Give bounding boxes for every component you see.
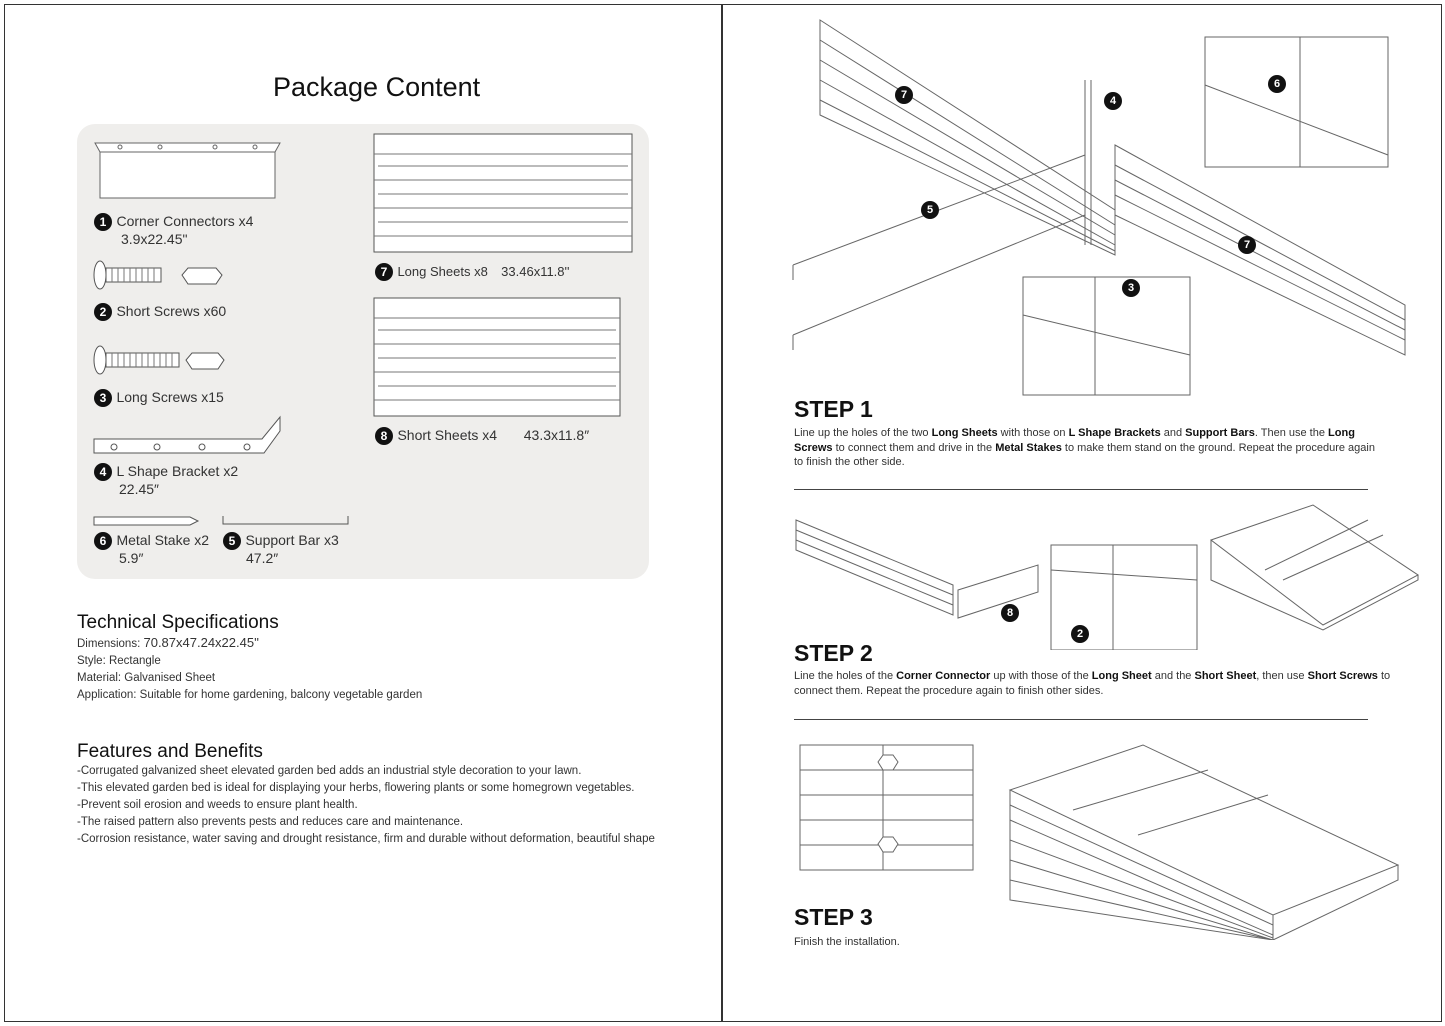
part-label: Long Screws x15 bbox=[116, 389, 224, 405]
step3-illustration bbox=[798, 740, 1403, 940]
step-2-title: STEP 2 bbox=[794, 640, 873, 666]
bold-term: Long Sheet bbox=[1091, 670, 1152, 682]
page-title: Package Content bbox=[273, 72, 481, 102]
callout-6: 6 bbox=[1268, 75, 1286, 93]
text-segment: up with those of the bbox=[990, 670, 1092, 682]
callout-7: 7 bbox=[895, 86, 913, 104]
technical-specifications bbox=[77, 612, 422, 704]
long-sheet-drawing bbox=[372, 132, 636, 256]
callout-3: 3 bbox=[1122, 279, 1140, 297]
badge: 8 bbox=[375, 427, 393, 445]
features-and-benefits bbox=[77, 741, 655, 848]
section-heading: Features and Benefits bbox=[77, 741, 263, 762]
bold-term: Short Sheet bbox=[1194, 670, 1257, 682]
step-3-text bbox=[794, 935, 1384, 950]
part-label: Metal Stake x2 bbox=[116, 532, 210, 548]
spec-line: Application: Suitable for home gardening, balcony vegetable garden bbox=[77, 689, 423, 701]
l-bracket-drawing bbox=[92, 413, 284, 458]
part-size: 5.9″ bbox=[119, 550, 144, 566]
part-7 bbox=[375, 263, 570, 281]
spec-line: Material: Galvanised Sheet bbox=[77, 672, 216, 684]
feature-line: -Corrugated galvanized sheet elevated garden bed adds an industrial style decoration to your lawn. bbox=[77, 765, 582, 777]
text-segment: . Then use the bbox=[1254, 427, 1329, 439]
step-1-text bbox=[794, 426, 1384, 470]
step-2-text bbox=[794, 669, 1409, 698]
part-size: 43.3x11.8″ bbox=[523, 427, 590, 443]
part-label: L Shape Bracket x2 bbox=[116, 463, 239, 479]
part-size: 47.2″ bbox=[246, 550, 279, 566]
part-4 bbox=[94, 463, 238, 497]
corner-connector-drawing bbox=[90, 138, 290, 208]
badge: 7 bbox=[375, 263, 393, 281]
part-label: Short Sheets x4 bbox=[397, 427, 498, 443]
callout-5: 5 bbox=[921, 201, 939, 219]
part-size: 33.46x11.8'' bbox=[501, 264, 570, 279]
text-segment: Finish the installation. bbox=[794, 936, 900, 948]
feature-line: -This elevated garden bed is ideal for displaying your herbs, flowering plants or some homegrown vegetables. bbox=[77, 782, 635, 794]
short-screw-drawing bbox=[92, 258, 232, 292]
badge: 3 bbox=[94, 389, 112, 407]
spec-label: Dimensions: bbox=[77, 638, 141, 650]
part-size: 3.9x22.45" bbox=[121, 231, 188, 247]
part-label: Short Screws x60 bbox=[116, 303, 227, 319]
text-segment: , then use bbox=[1256, 670, 1308, 682]
bold-term: Corner Connector bbox=[896, 670, 991, 682]
short-sheet-drawing bbox=[372, 296, 624, 420]
callout-4: 4 bbox=[1104, 92, 1122, 110]
section-heading: Technical Specifications bbox=[77, 612, 279, 633]
badge: 2 bbox=[94, 303, 112, 321]
divider bbox=[794, 719, 1368, 720]
text-segment: to make them stand on the ground. Repeat the procedure again to finish the other side. bbox=[794, 441, 1375, 468]
text-segment: to connect them and drive in the bbox=[832, 441, 996, 454]
callout-2: 2 bbox=[1071, 625, 1089, 643]
callout-7: 7 bbox=[1238, 236, 1256, 254]
part-1 bbox=[94, 213, 253, 247]
text-segment: with those on bbox=[997, 427, 1069, 439]
bold-term: Short Screws bbox=[1307, 670, 1378, 682]
text-segment: Line the holes of the bbox=[794, 670, 897, 682]
part-5 bbox=[223, 532, 339, 566]
bold-term: Metal Stakes bbox=[995, 441, 1062, 454]
spec-value: 70.87x47.24x22.45'' bbox=[143, 635, 260, 650]
part-6 bbox=[94, 532, 209, 566]
feature-line: -Prevent soil erosion and weeds to ensure plant health. bbox=[77, 799, 358, 811]
badge: 6 bbox=[94, 532, 112, 550]
badge: 5 bbox=[223, 532, 241, 550]
stake-and-bar-drawing bbox=[92, 514, 352, 528]
feature-line: -The raised pattern also prevents pests and reduces care and maintenance. bbox=[77, 816, 464, 828]
bold-term: Support Bars bbox=[1185, 427, 1255, 439]
part-size: 22.45″ bbox=[119, 481, 159, 497]
step1-illustration bbox=[785, 15, 1410, 400]
text-segment: to connect them. Repeat the procedure again to finish other sides. bbox=[794, 670, 1391, 697]
part-label: Long Sheets x8 bbox=[397, 264, 488, 279]
step-1-title: STEP 1 bbox=[794, 396, 873, 422]
text-segment: and bbox=[1160, 427, 1186, 439]
part-label: Support Bar x3 bbox=[245, 532, 339, 548]
step2-illustration bbox=[793, 500, 1423, 650]
callout-8: 8 bbox=[1001, 604, 1019, 622]
text-segment: and the bbox=[1151, 670, 1195, 682]
part-8 bbox=[375, 427, 589, 445]
long-screw-drawing bbox=[92, 343, 232, 377]
text-segment: Line up the holes of the two bbox=[794, 427, 932, 439]
feature-line: -Corrosion resistance, water saving and drought resistance, firm and durable without deformation, beautiful shape bbox=[77, 833, 655, 845]
step-3-title: STEP 3 bbox=[794, 904, 873, 930]
part-3 bbox=[94, 389, 224, 407]
part-2 bbox=[94, 303, 226, 321]
part-label: Corner Connectors x4 bbox=[116, 213, 254, 229]
bold-term: Long Sheets bbox=[931, 427, 998, 439]
spec-line: Style: Rectangle bbox=[77, 655, 161, 667]
badge: 1 bbox=[94, 213, 112, 231]
divider bbox=[794, 489, 1368, 490]
bold-term: Long Screws bbox=[794, 427, 1355, 454]
bold-term: L Shape Brackets bbox=[1068, 427, 1161, 439]
badge: 4 bbox=[94, 463, 112, 481]
